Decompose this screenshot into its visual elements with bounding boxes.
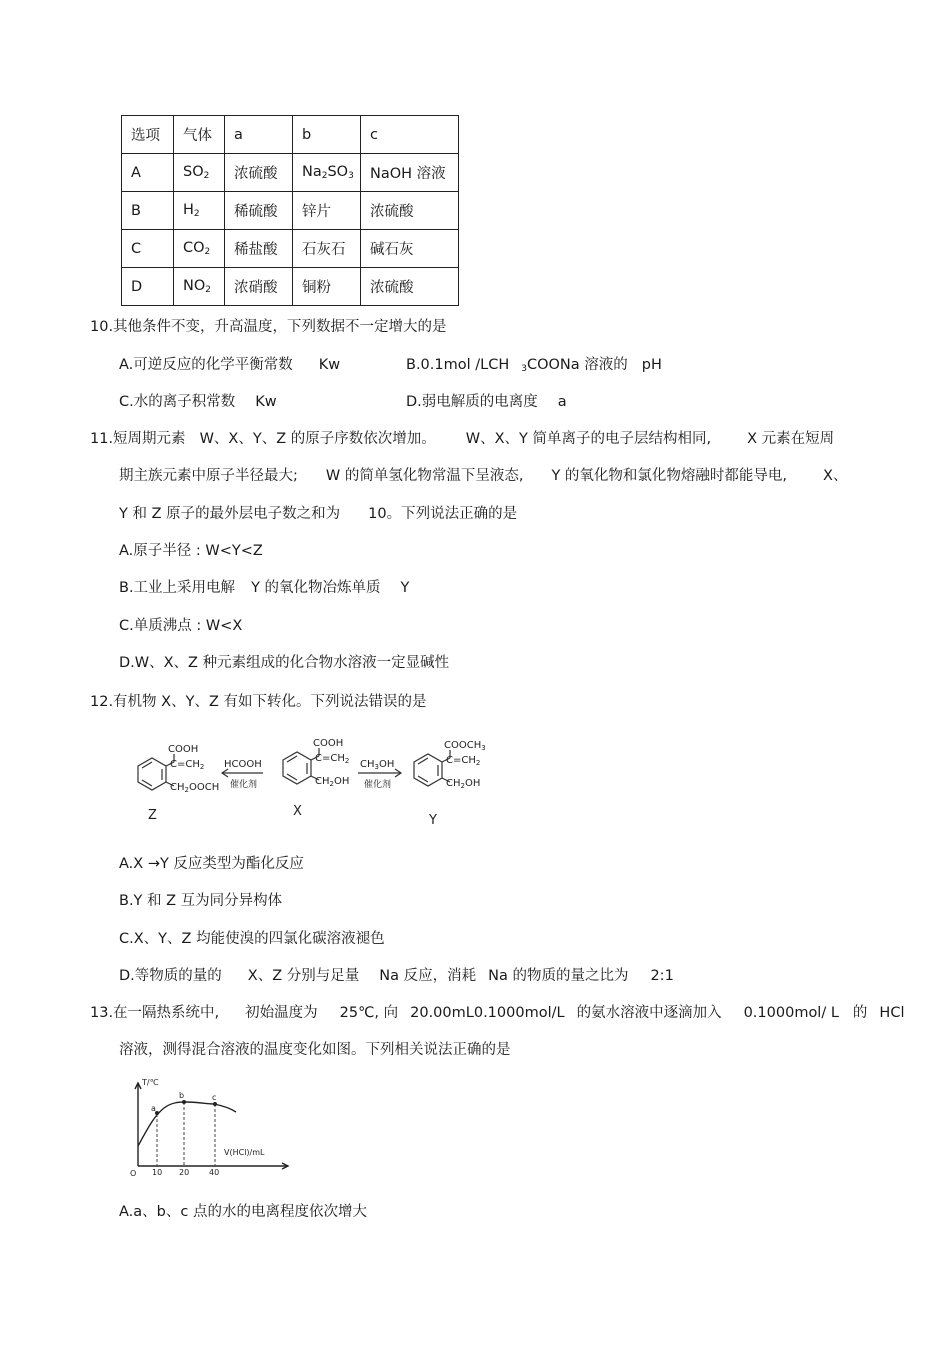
y-group-vinyl: $C=CH_2$ [446,755,481,767]
q10-stem: 10.其他条件不变，升高温度，下列数据不一定增大的是 [90,319,447,335]
stem-text: 的氨水溶液中逐滴加入 [576,1005,722,1021]
table-cell: 稀硫酸 [225,192,293,230]
x-axis-label: V(HCl)/mL [224,1148,265,1157]
stem-text: 0.1000mol/ L [743,1005,839,1021]
stem-text: W、X、Y、Z 的原子序数依次增加。 [199,431,436,447]
table-cell: C [122,230,174,268]
option-value: Kw [255,394,277,410]
option-text: X、Z 分别与足量 [247,968,360,984]
table-cell: NaOH 溶液 [361,154,459,192]
compound-label-x: X [293,804,302,819]
formula-text: CO [183,240,205,256]
point-a-label: a [151,1104,156,1113]
z-group-vinyl: $C=CH_2$ [170,759,205,771]
header-cell: b [293,116,361,154]
stem-text: 13.在一隔热系统中, [90,1005,220,1021]
table-cell [174,268,225,306]
option-text: COONa 溶液的 [526,357,628,373]
stem-text: 25℃, 向 [339,1005,399,1021]
point-c-label: c [212,1093,217,1102]
table-row [122,268,459,306]
tick-label: 20 [179,1168,190,1177]
stem-text: X 元素在短周 [747,431,835,447]
option-text: D.弱电解质的电离度 [406,394,538,410]
q10-option-c [119,393,277,411]
x-group-cooh: COOH [313,738,344,749]
tick-label: 40 [209,1168,220,1177]
option-text: B.工业上采用电解 [119,580,236,596]
table-cell: A [122,154,174,192]
option-text: C.水的离子积常数 [119,394,236,410]
option-text: B.0.1mol /LCH [406,357,510,373]
header-cell: a [225,116,293,154]
point-c [213,1102,217,1106]
stem-text: Y 和 Z 原子的最外层电子数之和为 [119,506,341,522]
arrow-1-catalyst: 催化剂 [230,780,258,790]
table-cell [174,154,225,192]
option-text: 2:1 [650,968,674,984]
stem-text: 20.00mL0.1000mol/L [410,1005,565,1021]
stem-text: 11.短周期元素 [90,431,186,447]
formula-text: SO [327,164,349,180]
formula-text: Na [302,164,322,180]
table-row [122,230,459,268]
table-cell: 铜粉 [293,268,361,306]
stem-text: 期主族元素中原子半径最大; [119,468,298,484]
stem-text: 初始温度为 [245,1005,318,1021]
stem-text: W、X、Y 简单离子的电子层结构相同, [465,431,712,447]
table-cell [293,154,361,192]
table-row [122,192,459,230]
q12-option-c: C.X、Y、Z 均能使溴的四氯化碳溶液褪色 [119,931,385,947]
formula-subscript: 2 [205,285,211,295]
x-group-vinyl: $C=CH_2$ [315,753,350,765]
table-cell [174,230,225,268]
option-value: Kw [318,357,341,373]
q12-option-a: A.X →Y 反应类型为酯化反应 [119,856,304,872]
formula-subscript: 3 [521,364,527,374]
arrow-2-catalyst: 催化剂 [364,780,392,790]
origin-label: O [130,1169,137,1178]
y-group-ester: $COOCH_3$ [444,740,486,752]
q10-option-a [119,356,340,374]
q11-stem-line-2 [119,467,847,485]
y-axis-label: T/℃ [142,1078,159,1087]
arrow-1-reagent: HCOOH [224,759,262,770]
stem-text: 10。下列说法正确的是 [368,506,518,522]
table-cell: 锌片 [293,192,361,230]
z-group-cooh: COOH [168,744,199,755]
table-cell [174,192,225,230]
option-value: a [557,394,567,410]
q10-option-d [406,393,567,411]
option-value: pH [641,357,662,373]
stem-text: X、 [823,468,848,484]
formula-text: SO [183,164,204,180]
table-header-row [122,116,459,154]
y-group-alcohol: $CH_2OH$ [446,778,481,790]
stem-text: Y 的氧化物和氯化物熔融时都能导电, [551,468,788,484]
formula-text: H [183,202,194,218]
q13-stem-line-1 [90,1004,904,1022]
q11-stem-line-1 [90,430,834,448]
compound-label-y: Y [429,813,437,828]
q12-stem: 12.有机物 X、Y、Z 有如下转化。下列说法错误的是 [90,694,427,710]
header-cell: 气体 [174,116,225,154]
table-row [122,154,459,192]
option-text: A.可逆反应的化学平衡常数 [119,357,293,373]
q11-option-d: D.W、X、Z 种元素组成的化合物水溶液一定显碱性 [119,655,450,671]
table-cell: D [122,268,174,306]
table-cell: 浓硝酸 [225,268,293,306]
z-group-ester: $CH_2OOCH$ [170,782,220,794]
q11-option-a: A.原子半径 : W<Y<Z [119,543,263,559]
q11-option-c: C.单质沸点 : W<X [119,618,243,634]
q12-option-b: B.Y 和 Z 互为同分异构体 [119,893,283,909]
formula-subscript: 2 [193,209,200,219]
stem-text: HCl [879,1005,905,1021]
table-cell: 石灰石 [293,230,361,268]
header-cell: c [361,116,459,154]
option-text: Y 的氧化物冶炼单质 [251,580,381,596]
formula-subscript: 2 [204,247,211,257]
compound-label-z: Z [148,808,157,823]
stem-text: 的 [852,1005,868,1021]
tick-label: 10 [152,1168,163,1177]
reaction-scheme [118,730,508,830]
arrow-2-reagent: $CH_3OH$ [360,759,395,771]
option-text: Na 的物质的量之比为 [488,968,629,984]
temperature-graph [128,1076,298,1180]
q13-stem-line-2: 溶液，测得混合溶液的温度变化如图。下列相关说法正确的是 [119,1042,511,1058]
stem-text: W 的简单氢化物常温下呈液态, [325,468,524,484]
point-b [182,1100,186,1104]
option-text: Na 反应，消耗 [379,968,477,984]
table-cell: 碱石灰 [361,230,459,268]
option-text: D.等物质的量的 [119,968,222,984]
option-text: Y [400,580,410,596]
formula-subscript: 3 [348,171,354,181]
formula-text: NO [183,278,206,294]
formula-subscript: 2 [203,171,210,181]
table-cell: 浓硫酸 [361,268,459,306]
table-cell: 浓硫酸 [361,192,459,230]
table-cell: B [122,192,174,230]
point-b-label: b [179,1091,185,1100]
q10-option-b [406,356,662,378]
table-cell: 稀盐酸 [225,230,293,268]
q13-option-a: A.a、b、c 点的水的电离程度依次增大 [119,1204,367,1220]
q11-option-b [119,579,409,597]
table-cell: 浓硫酸 [225,154,293,192]
q12-option-d [119,967,674,985]
q11-stem-line-3 [119,505,517,523]
options-table [121,115,459,306]
x-group-alcohol: $CH_2OH$ [315,776,350,788]
header-cell: 选项 [122,116,174,154]
formula-subscript: 2 [321,171,328,181]
